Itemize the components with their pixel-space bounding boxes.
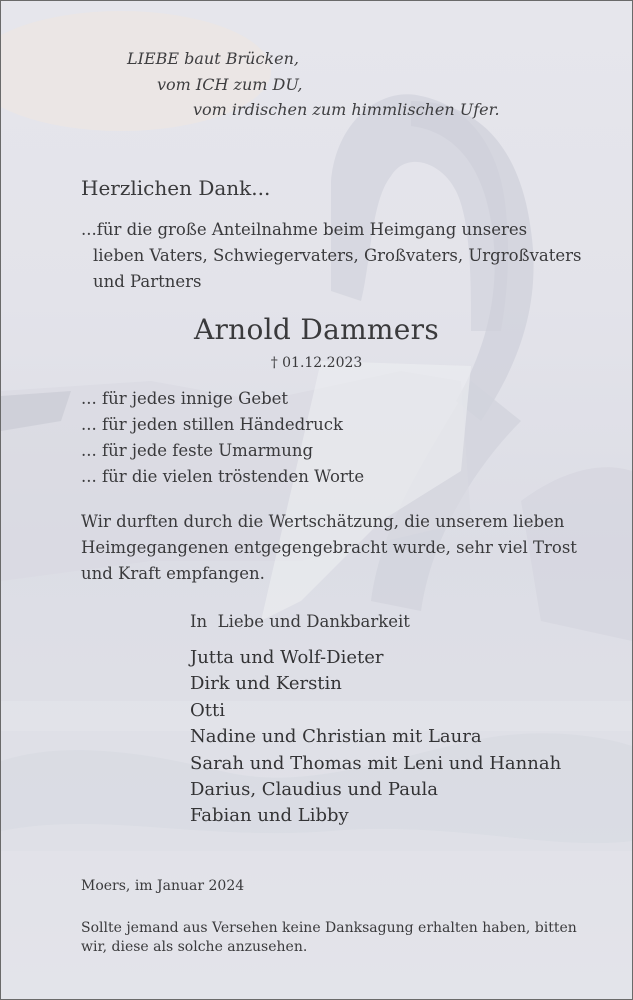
place-and-date: Moers, im Januar 2024 xyxy=(81,878,245,894)
paragraph-line-1: Wir durften durch die Wertschätzung, die unserem lieben xyxy=(81,512,565,531)
painted-arch-background xyxy=(1,1,632,999)
deceased-name: Arnold Dammers xyxy=(193,313,440,346)
thanks-item: ... für jedes innige Gebet xyxy=(81,389,289,408)
motto-line-1: LIEBE baut Brücken, xyxy=(127,49,299,68)
family-member: Sarah und Thomas mit Leni und Hannah xyxy=(190,753,562,774)
motto-line-3: vom irdischen zum himmlischen Ufer. xyxy=(193,100,500,119)
paragraph-line-3: und Kraft empfangen. xyxy=(81,564,265,583)
family-member: Otti xyxy=(190,700,225,721)
closing-phrase: In Liebe und Dankbarkeit xyxy=(190,612,410,631)
paragraph-line-2: Heimgegangenen entgegengebracht wurde, sehr viel Trost xyxy=(81,538,577,557)
family-member: Jutta und Wolf-Dieter xyxy=(190,647,384,668)
thanks-item: ... für jeden stillen Händedruck xyxy=(81,415,343,434)
footnote-line-2: wir, diese als solche anzusehen. xyxy=(81,939,308,955)
intro-line-3: und Partners xyxy=(93,272,202,291)
family-member: Darius, Claudius und Paula xyxy=(190,779,439,800)
thanks-item: ... für die vielen tröstenden Worte xyxy=(81,467,365,486)
motto-line-2: vom ICH zum DU, xyxy=(157,75,303,94)
footnote-line-1: Sollte jemand aus Versehen keine Danksagung erhalten haben, bitten xyxy=(81,920,577,936)
family-member: Dirk und Kerstin xyxy=(190,673,342,694)
thanks-heading: Herzlichen Dank... xyxy=(81,176,271,200)
death-date: † 01.12.2023 xyxy=(270,355,363,371)
intro-line-1: ...für die große Anteilnahme beim Heimgang unseres xyxy=(81,220,528,239)
thanks-item: ... für jede feste Umarmung xyxy=(81,441,314,460)
family-member: Nadine und Christian mit Laura xyxy=(190,726,482,747)
family-member: Fabian und Libby xyxy=(190,805,349,826)
intro-line-2: lieben Vaters, Schwiegervaters, Großvaters, Urgroßvaters xyxy=(93,246,582,265)
